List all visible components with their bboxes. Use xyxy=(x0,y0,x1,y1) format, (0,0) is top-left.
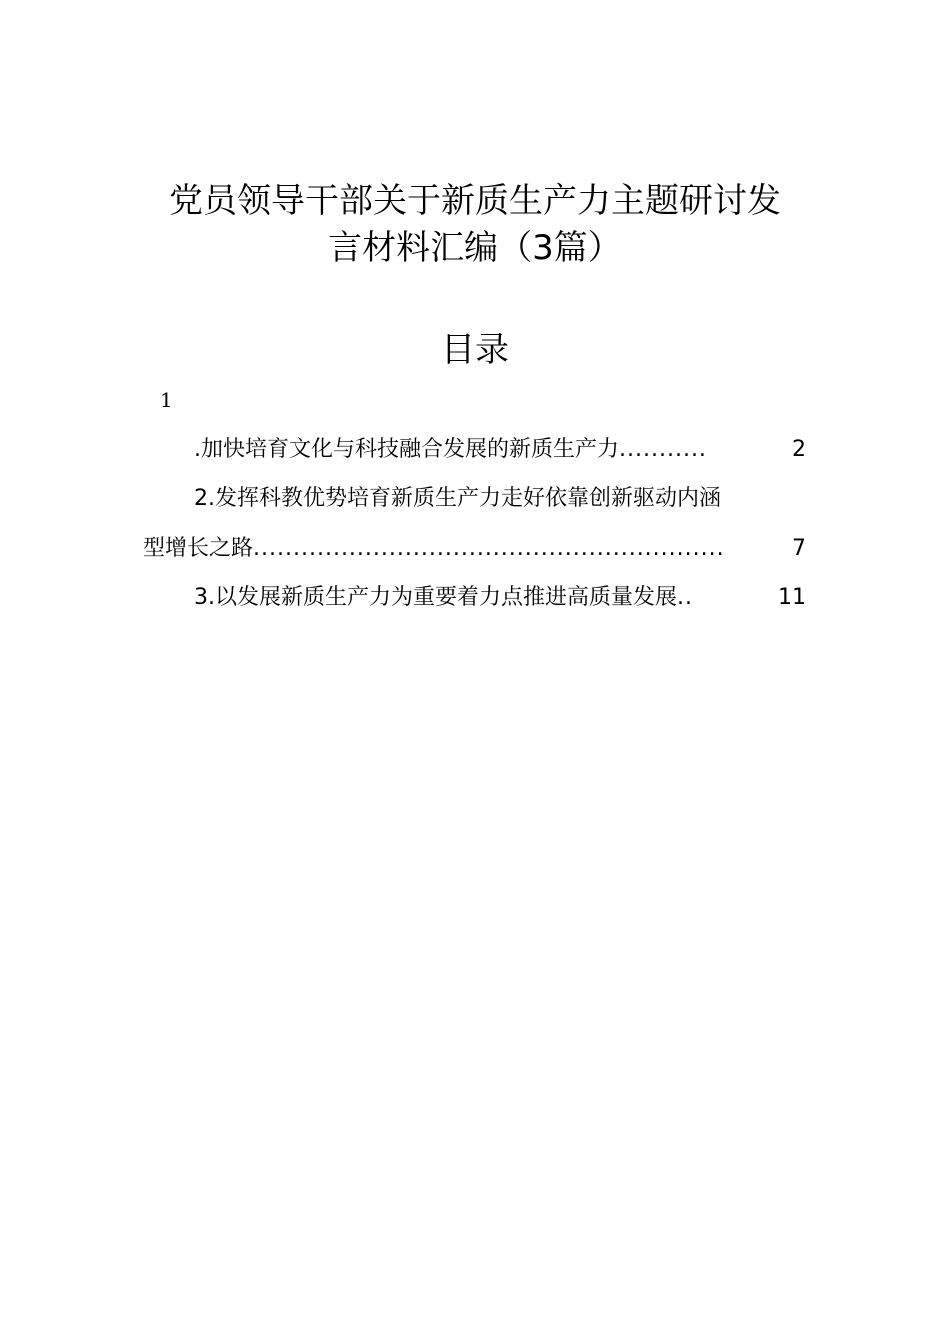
toc-leader-dots: ........................................................... xyxy=(253,536,725,561)
toc-page-number: 2 xyxy=(792,437,806,462)
toc-entry-title-continued: 型增长之路 xyxy=(143,536,254,561)
document-title-line-1: 党员领导干部关于新质生产力主题研讨发 xyxy=(169,181,781,221)
toc-entry-3[interactable] xyxy=(194,583,806,613)
toc-page-number: 7 xyxy=(792,536,806,561)
toc-leader-dots: ........... xyxy=(619,437,707,462)
document-title-line-2: 言材料汇编（3篇） xyxy=(328,228,622,268)
toc-entry-2-line-1[interactable] xyxy=(194,484,806,514)
list-number: 1 xyxy=(160,388,173,412)
toc-page-number: 11 xyxy=(778,585,806,610)
toc-entry-title: 3.以发展新质生产力为重要着力点推进高质量发展 xyxy=(194,585,677,610)
toc-entry-title: 2.发挥科教优势培育新质生产力走好依靠创新驱动内涵 xyxy=(194,486,721,511)
toc-entry-1[interactable] xyxy=(194,435,806,465)
document-title xyxy=(150,178,800,272)
toc-entry-title: .加快培育文化与科技融合发展的新质生产力 xyxy=(194,437,619,462)
toc-leader-dots: .. xyxy=(677,585,693,610)
toc-heading: 目录 xyxy=(441,330,509,370)
toc-entry-2-line-2[interactable] xyxy=(143,534,806,564)
